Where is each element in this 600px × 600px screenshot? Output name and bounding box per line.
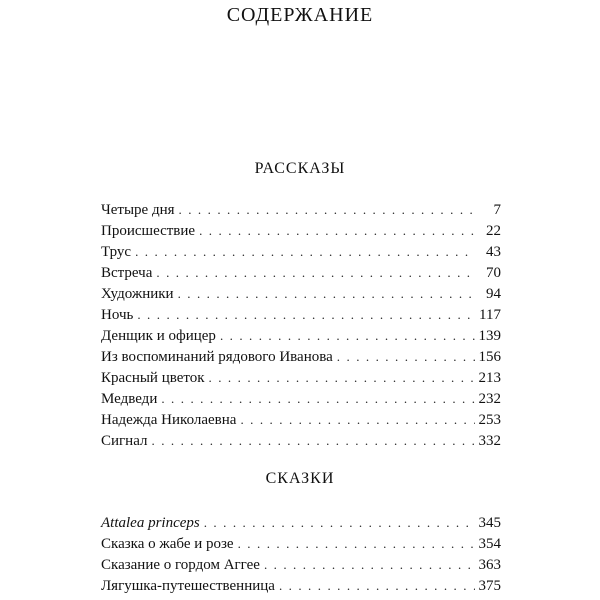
toc-list-fairy-tales — [101, 512, 501, 596]
toc-entry[interactable] — [101, 388, 501, 409]
entry-page-number: 375 — [478, 578, 501, 594]
entry-title: Надежда Николаевна — [101, 412, 237, 428]
dot-leader — [199, 220, 475, 241]
dot-leader — [279, 575, 475, 596]
toc-entry[interactable] — [101, 430, 501, 451]
entry-title: Происшествие — [101, 223, 196, 239]
toc-entry[interactable] — [101, 241, 501, 262]
dot-leader — [156, 262, 475, 283]
entry-page-number: 117 — [479, 307, 501, 323]
dot-leader — [137, 304, 475, 325]
entry-title: Четыре дня — [101, 202, 175, 218]
entry-title: Из воспоминаний рядового Иванова — [101, 349, 333, 365]
entry-page-number: 213 — [478, 370, 501, 386]
toc-list-stories — [101, 199, 501, 451]
dot-leader — [238, 533, 475, 554]
toc-entry[interactable] — [101, 533, 501, 554]
toc-entry[interactable] — [101, 512, 501, 533]
toc-entry[interactable] — [101, 409, 501, 430]
entry-title: Трус — [101, 244, 132, 260]
toc-entry[interactable] — [101, 220, 501, 241]
entry-title: Сказка о жабе и розе — [101, 536, 234, 552]
page-title: СОДЕРЖАНИЕ — [226, 4, 374, 26]
toc-entry[interactable] — [101, 262, 501, 283]
entry-page-number: 7 — [493, 202, 501, 218]
dot-leader — [220, 325, 475, 346]
entry-page-number: 363 — [478, 557, 501, 573]
entry-title: Лягушка-путешественница — [101, 578, 275, 594]
entry-title: Художники — [101, 286, 174, 302]
entry-title: Attalea princeps — [101, 515, 200, 531]
entry-title: Встреча — [101, 265, 153, 281]
entry-page-number: 156 — [478, 349, 501, 365]
entry-title: Медведи — [101, 391, 158, 407]
entry-title: Сигнал — [101, 433, 148, 449]
dot-leader — [337, 346, 475, 367]
section-heading-fairy-tales: СКАЗКИ — [265, 470, 335, 487]
dot-leader — [161, 388, 474, 409]
toc-entry[interactable] — [101, 367, 501, 388]
entry-page-number: 354 — [478, 536, 501, 552]
dot-leader — [204, 512, 475, 533]
entry-page-number: 232 — [478, 391, 501, 407]
toc-entry[interactable] — [101, 325, 501, 346]
entry-page-number: 70 — [486, 265, 501, 281]
toc-entry[interactable] — [101, 575, 501, 596]
toc-entry[interactable] — [101, 199, 501, 220]
dot-leader — [179, 199, 475, 220]
entry-page-number: 345 — [478, 515, 501, 531]
section-heading-stories: РАССКАЗЫ — [254, 160, 346, 177]
toc-entry[interactable] — [101, 346, 501, 367]
toc-entry[interactable] — [101, 304, 501, 325]
entry-page-number: 94 — [486, 286, 501, 302]
entry-title: Сказание о гордом Аггее — [101, 557, 260, 573]
toc-entry[interactable] — [101, 554, 501, 575]
entry-title: Ночь — [101, 307, 134, 323]
entry-title: Красный цветок — [101, 370, 205, 386]
dot-leader — [240, 409, 474, 430]
dot-leader — [135, 241, 475, 262]
entry-page-number: 43 — [486, 244, 501, 260]
dot-leader — [209, 367, 475, 388]
entry-page-number: 139 — [478, 328, 501, 344]
entry-page-number: 22 — [486, 223, 501, 239]
entry-page-number: 332 — [478, 433, 501, 449]
entry-page-number: 253 — [478, 412, 501, 428]
toc-entry[interactable] — [101, 283, 501, 304]
entry-title: Денщик и офицер — [101, 328, 216, 344]
dot-leader — [152, 430, 475, 451]
dot-leader — [264, 554, 475, 575]
dot-leader — [178, 283, 475, 304]
